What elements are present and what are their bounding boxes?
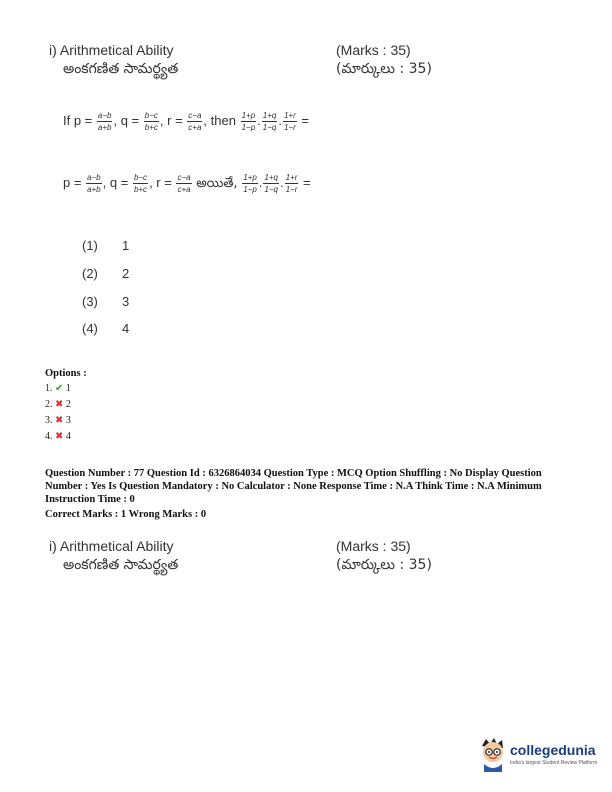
section-title-telugu-2: అంకగణిత సామర్థ్యత	[63, 557, 179, 573]
answer-option-2[interactable]: (2) 2	[82, 266, 130, 281]
r-fraction: $\frac{c-a}{c+a}$	[188, 111, 202, 132]
telugu-then: అయితే,	[196, 175, 238, 191]
options-title: Options :	[45, 368, 87, 379]
answer-option-1[interactable]: (1) 1	[82, 238, 130, 253]
marks-line: Correct Marks : 1 Wrong Marks : 0	[45, 509, 207, 520]
option-result-4: 4. ✖ 4	[45, 431, 71, 442]
f3-fraction: $\frac{1+r}{1-r}$	[283, 111, 296, 132]
f2-fraction: $\frac{1+q}{1-q}$	[262, 111, 277, 132]
section-marks-telugu-2: (మార్కులు : 35)	[336, 557, 432, 573]
check-icon: ✔	[55, 383, 64, 394]
logo-mascot-icon	[476, 736, 510, 772]
option-result-1: 1. ✔ 1	[45, 383, 71, 394]
answer-option-3[interactable]: (3) 3	[82, 294, 130, 309]
logo-tagline: India's largest Student Review Platform	[510, 760, 598, 766]
question-telugu: p = $\frac{a-b}{a+b}$ , q = $\frac{b-c}{b+c}$ , r = $\frac{c-a}{c+a}$ అయితే, $\frac{1+p}{1-p}$ . $\frac{1+q}{1-q}$ . $\frac{1+r}{1-r}$ =	[63, 173, 311, 194]
logo-name: collegedunia	[510, 742, 596, 758]
answer-option-4[interactable]: (4) 4	[82, 321, 130, 336]
q-prefix: If p =	[63, 112, 93, 128]
section-marks: (Marks : 35)	[336, 42, 411, 58]
p-fraction: $\frac{a-b}{a+b}$	[97, 111, 112, 132]
section-title-telugu: అంకగణిత సామర్థ్యత	[63, 61, 179, 77]
option-result-2: 2. ✖ 2	[45, 399, 71, 410]
question-english: If p = $\frac{a-b}{a+b}$ , q = $\frac{b-c}{b+c}$ , r = $\frac{c-a}{c+a}$ , then $\frac{1+p}{1-p}$ . $\frac{1+q}{1-q}$ . $\frac{1+r}{1-r}$ =	[63, 111, 309, 132]
q-fraction: $\frac{b-c}{b+c}$	[144, 111, 158, 132]
section-marks-telugu: (మార్కులు : 35)	[336, 61, 432, 77]
cross-icon: ✖	[55, 415, 64, 426]
cross-icon: ✖	[55, 399, 64, 410]
f1-fraction: $\frac{1+p}{1-p}$	[241, 111, 256, 132]
section-title-2: i) Arithmetical Ability	[49, 538, 174, 554]
section-marks-2: (Marks : 35)	[336, 538, 411, 554]
option-result-3: 3. ✖ 3	[45, 415, 71, 426]
question-meta: Question Number : 77 Question Id : 6326864034 Question Type : MCQ Option Shuffling : No Display Question Number : Yes Is Question Mandatory : No Calculator : None Response Time : N.A Think Time : N.A Minimum Instruction Time : 0	[45, 468, 542, 505]
section-title: i) Arithmetical Ability	[49, 42, 174, 58]
cross-icon: ✖	[55, 431, 64, 442]
